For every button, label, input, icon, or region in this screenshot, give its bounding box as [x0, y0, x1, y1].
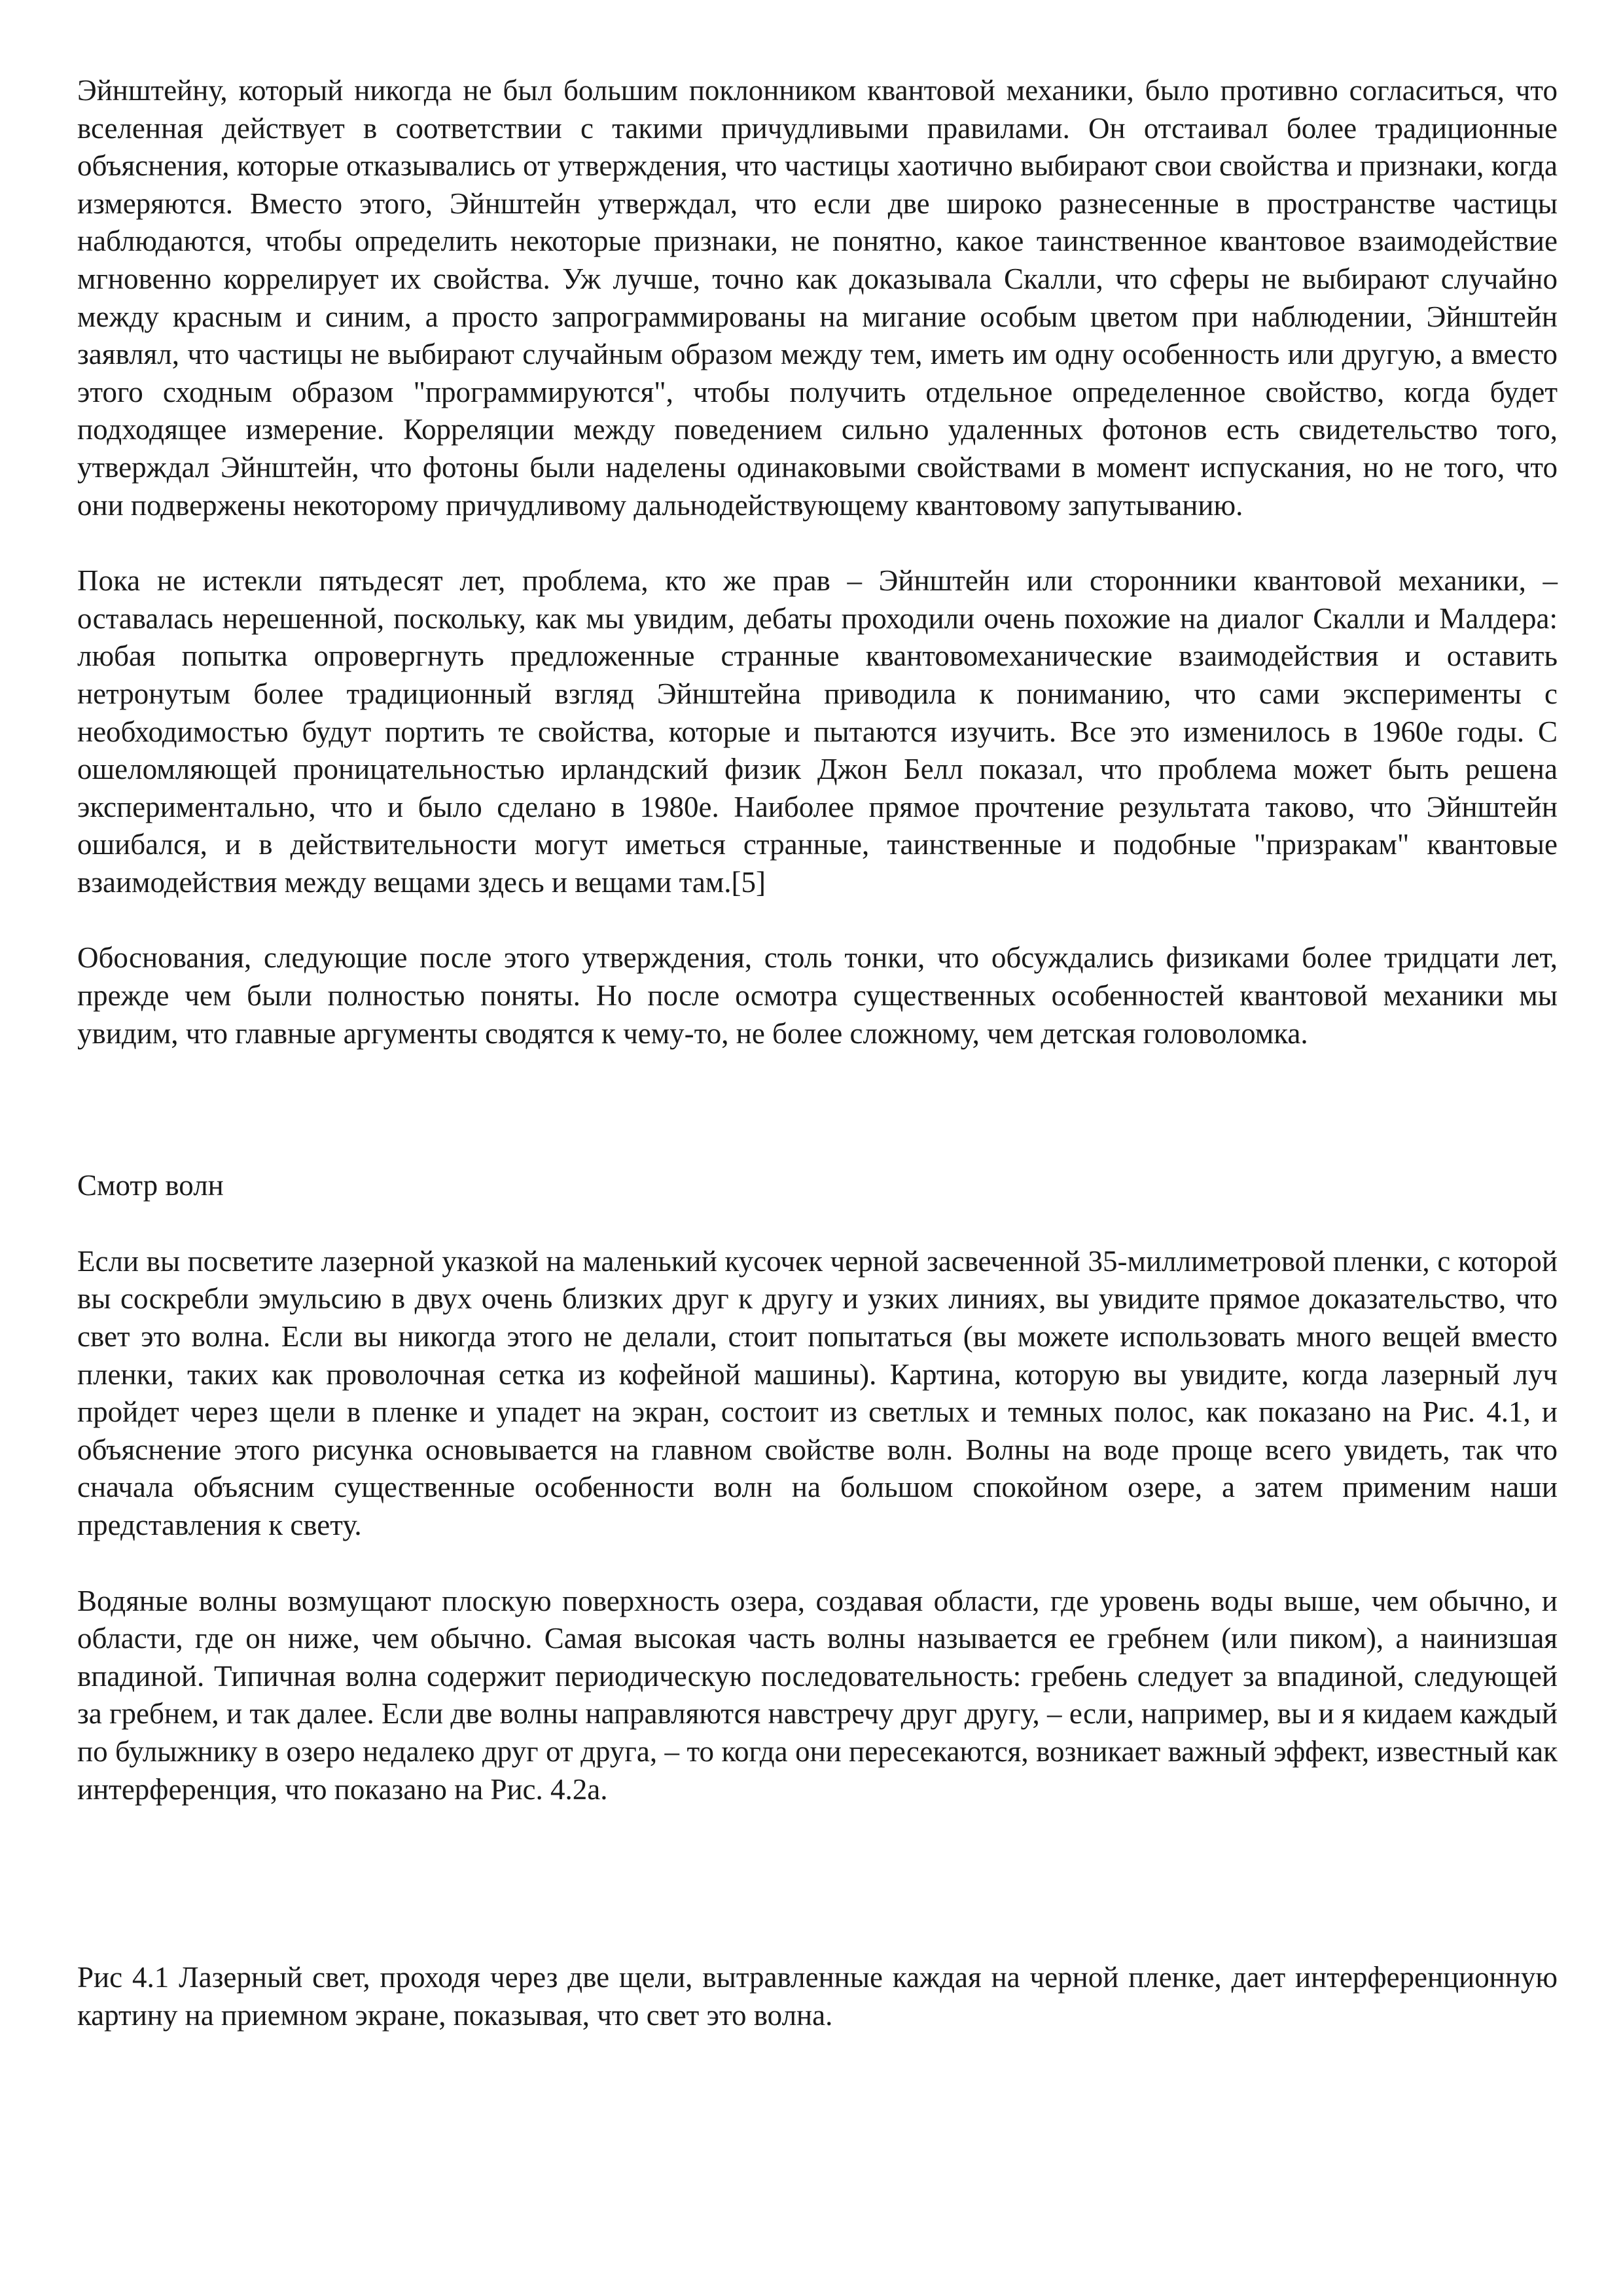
paragraph-einstein-objection: Эйнштейну, который никогда не был большим поклонником квантовой механики, было противно согласиться, что вселенная действует в соответствии с такими причудливыми правилами. Он отстаивал более традиционные объяснения, которые отказывались от утверждения, что частицы хаотично выбирают свои свойства и признаки, когда измеряются. Вместо этого, Эйнштейн утверждал, что если две широко разнесенные в пространстве частицы наблюдаются, чтобы определить некоторые признаки, не понятно, какое таинственное квантовое взаимодействие мгновенно коррелирует их свойства. Уж лучше, точно как доказывала Скалли, что сферы не выбирают случайно между красным и синим, а просто запрограммированы на мигание особым цветом при наблюдении, Эйнштейн заявлял, что частицы не выбирают случайным образом между тем, иметь им одну особенность или другую, а вместо этого сходным образом "программируются", чтобы получить отдельное определенное свойство, когда будет подходящее измерение. Корреляции между поведением сильно удаленных фотонов есть свидетельство того, утверждал Эйнштейн, что фотоны были наделены одинаковыми свойствами в момент испускания, но не того, что они подвержены некоторому причудливому дальнодействующему квантовому запутыванию. — [77, 74, 1558, 522]
spacer — [77, 1808, 1558, 1959]
spacer — [77, 1205, 1558, 1243]
paragraph-reasoning: Обоснования, следующие после этого утверждения, столь тонки, что обсуждались физиками более тридцати лет, прежде чем были полностью поняты. Но после осмотра существенных особенностей квантовой механики мы увидим, что главные аргументы сводятся к чему-то, не более сложному, чем детская головоломка. — [77, 941, 1558, 1050]
spacer — [77, 1545, 1558, 1583]
paragraph-fifty-years: Пока не истекли пятьдесят лет, проблема, кто же прав – Эйнштейн или сторонники квантовой механики, – оставалась нерешенной, поскольку, как мы увидим, дебаты проходили очень похожие на диалог Скалли и Малдера: любая попытка опровергнуть предложенные странные квантовомеханические взаимодействия и оставить нетронутым более традиционный взгляд Эйнштейна приводила к пониманию, что сами эксперименты с необходимостью будут портить те свойства, которые и пытаются изучить. Все это изменилось в 1960е годы. С ошеломляющей проницательностью ирландский физик Джон Белл показал, что проблема может быть решена экспериментально, что и было сделано в 1980е. Наиболее прямое прочтение результата таково, что Эйнштейн ошибался, и в действительности могут иметься странные, таинственные и подобные "призракам" квантовые взаимодействия между вещами здесь и вещами там.[5] — [77, 564, 1558, 899]
paragraph-water-waves: Водяные волны возмущают плоскую поверхность озера, создавая области, где уровень воды выше, чем обычно, и области, где он ниже, чем обычно. Самая высокая часть волны называется ее гребнем (или пиком), а наинизшая впадиной. Типичная волна содержит периодическую последовательность: гребень следует за впадиной, следующей за гребнем, и так далее. Если две волны направляются навстречу друг другу, – если, например, вы и я кидаем каждый по булыжнику в озеро недалеко друг от друга, – то когда они пересекаются, возникает важный эффект, известный как интерференция, что показано на Рис. 4.2а. — [77, 1584, 1558, 1806]
spacer — [77, 524, 1558, 562]
section-heading: Смотр волн — [77, 1169, 224, 1202]
spacer — [77, 1052, 1558, 1167]
paragraph-laser-pointer: Если вы посветите лазерной указкой на маленький кусочек черной засвеченной 35-миллиметровой пленки, с которой вы соскребли эмульсию в двух очень близких друг к другу и узких линиях, вы увидите прямое доказательство, что свет это волна. Если вы никогда этого не делали, стоит попытаться (вы можете использовать много вещей вместо пленки, таких как проволочная сетка из кофейной машины). Картина, которую вы увидите, когда лазерный луч пройдет через щели в пленке и упадет на экран, состоит из светлых и темных полос, как показано на Рис. 4.1, и объяснение этого рисунка основывается на главном свойстве волн. Волны на воде проще всего увидеть, так что сначала объясним существенные особенности волн на большом спокойном озере, а затем применим наши представления к свету. — [77, 1244, 1558, 1541]
document-page — [77, 72, 1558, 2034]
figure-caption: Рис 4.1 Лазерный свет, проходя через две щели, вытравленные каждая на черной пленке, дает интерференционную картину на приемном экране, показывая, что свет это волна. — [77, 1961, 1558, 2032]
spacer — [77, 901, 1558, 939]
